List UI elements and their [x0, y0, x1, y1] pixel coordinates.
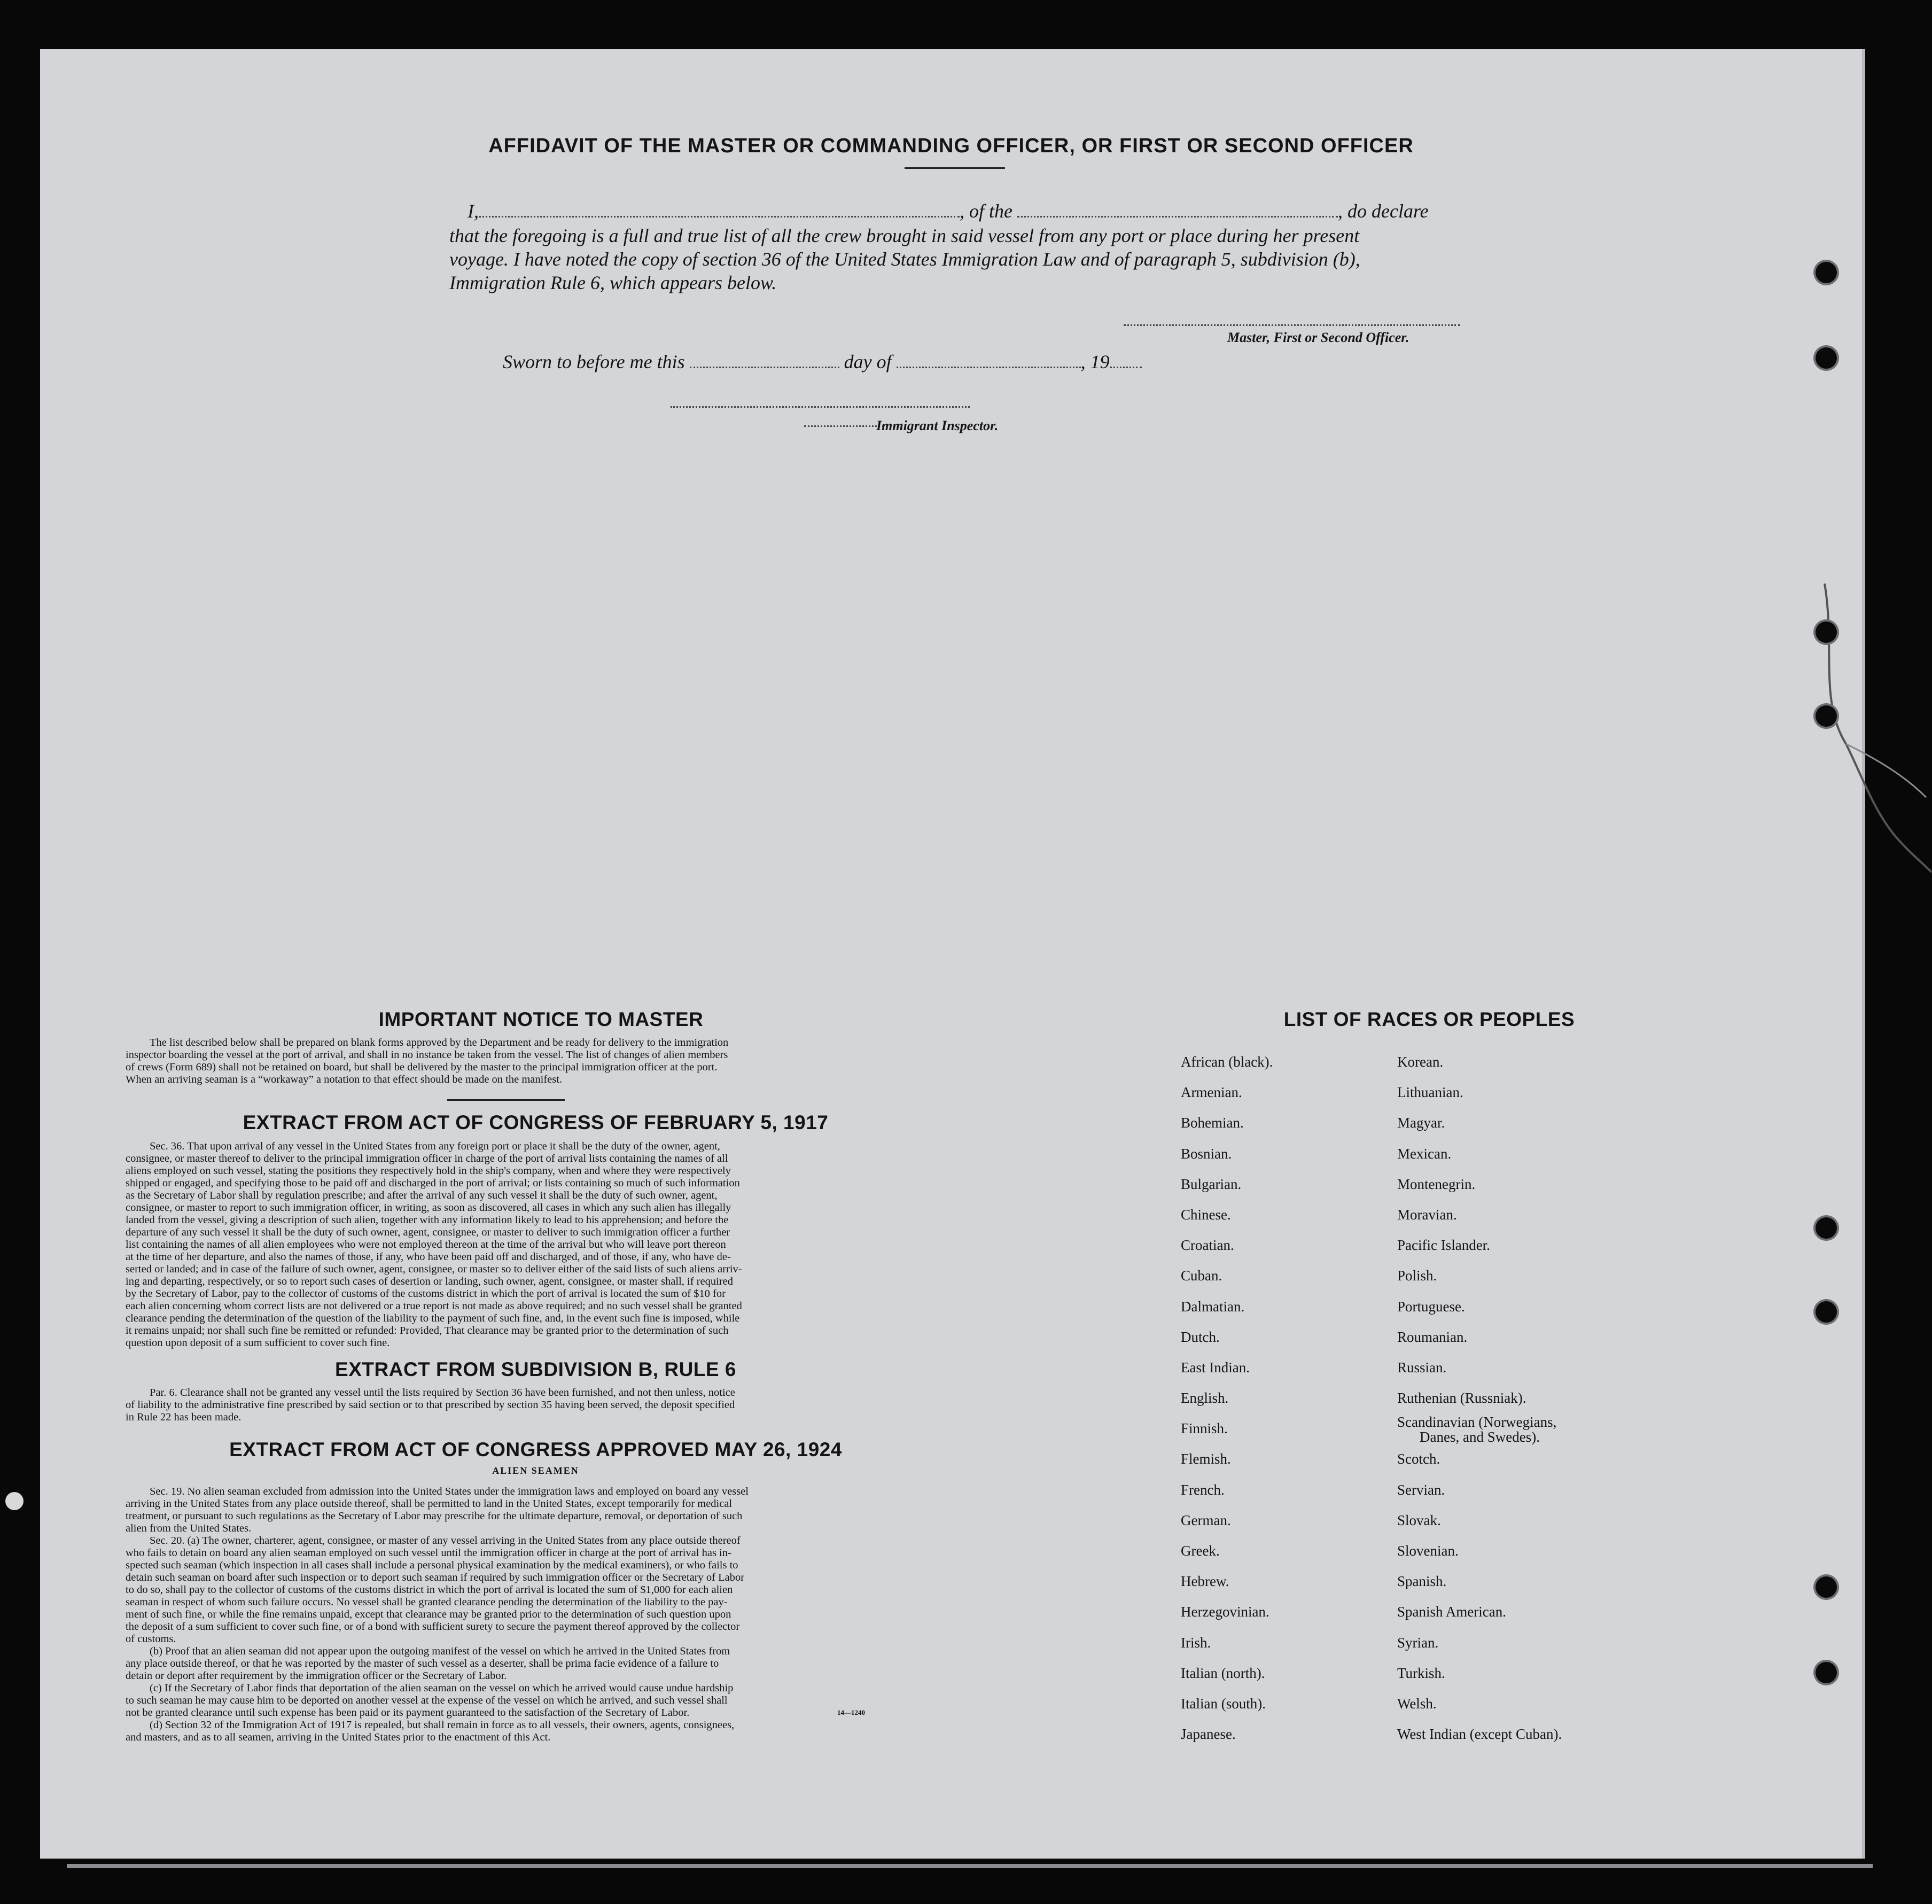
scan-artifact-dot — [5, 1492, 24, 1510]
notice-line: of crews (Form 689) shall not be retained on board, but shall be delivered by the master to the principal immigration officer at the port. — [126, 1061, 718, 1073]
extract-1924-subtitle: ALIEN SEAMEN — [492, 1465, 579, 1476]
extract-rule6-line: in Rule 22 has been made. — [126, 1411, 242, 1423]
extract-rule6-line: of liability to the administrative fine prescribed by said section or to that prescribed by section 35 having been served, the deposit specified — [126, 1399, 735, 1411]
extract-1924-line: seaman in respect of whom such failure occurs. No vessel shall be granted clearance pending the determination of the liability to the pay- — [126, 1596, 728, 1608]
affidavit-do-declare: , do declare — [1337, 200, 1429, 222]
affidavit-line-3: voyage. I have noted the copy of section 36 of the United States Immigration Law and of paragraph 5, subdivision (b), — [449, 248, 1360, 270]
race-item: Herzegovinian. — [1181, 1604, 1269, 1620]
extract-1917-line: consignee, or master thereof to deliver to the principal immigration officer in charge of the port of arrival lists containing the names of all — [126, 1153, 728, 1164]
extract-1924-line: treatment, or pursuant to such regulations as the Secretary of Labor may prescribe for the ultimate departure, removal, or deportation of such — [126, 1510, 743, 1522]
punch-hole — [1816, 621, 1837, 643]
race-item: Pacific Islander. — [1397, 1237, 1490, 1254]
race-item: West Indian (except Cuban). — [1397, 1726, 1562, 1743]
race-item: Welsh. — [1397, 1695, 1437, 1712]
document-page — [40, 49, 1865, 1859]
extract-1924-title: EXTRACT FROM ACT OF CONGRESS APPROVED MAY 26, 1924 — [229, 1439, 842, 1460]
race-item: English. — [1181, 1390, 1229, 1406]
race-item: Flemish. — [1181, 1451, 1231, 1467]
race-item: Chinese. — [1181, 1206, 1231, 1223]
extract-1924-line: arriving in the United States from any place outside thereof, shall be permitted to land in the United States, except temporarily for medical — [126, 1498, 733, 1510]
race-item: East Indian. — [1181, 1359, 1250, 1375]
punch-hole — [1816, 1301, 1837, 1323]
punch-hole — [1816, 705, 1837, 727]
race-item: Roumanian. — [1397, 1328, 1468, 1345]
extract-1924-line: Sec. 19. No alien seaman excluded from admission into the United States under the immigration laws and employed on board any vessel — [150, 1486, 749, 1497]
extract-1917-line: each alien concerning whom correct lists are not delivered or a true report is not made as above required; and no such vessel shall be granted — [126, 1300, 742, 1312]
race-item: African (black). — [1181, 1054, 1273, 1070]
extract-1917-line: shipped or engaged, and specifying those to be paid off and discharged in the port of arrival; or lists containing so much of such information — [126, 1177, 740, 1189]
race-item: Syrian. — [1397, 1634, 1439, 1651]
punch-hole — [1816, 1662, 1837, 1683]
inspector-caption: Immigrant Inspector. — [876, 418, 999, 433]
races-title: LIST OF RACES OR PEOPLES — [1283, 1008, 1575, 1030]
extract-1917-line: aliens employed on such vessel, stating the positions they respectively hold in the ship's company, when and where they were respectively — [126, 1165, 731, 1177]
day-of-label: day of — [844, 351, 892, 372]
extract-1924-line: any place outside thereof, or that he was reported by the master of such vessel as a deserter, shall be prima facie evidence of a failure to — [126, 1658, 719, 1669]
race-item: German. — [1181, 1512, 1231, 1528]
extract-1924-line: (b) Proof that an alien seaman did not appear upon the outgoing manifest of the vessel on which he arrived in the United States from — [150, 1645, 730, 1657]
extract-1917-title: EXTRACT FROM ACT OF CONGRESS OF FEBRUARY 5, 1917 — [243, 1112, 829, 1133]
race-item: Irish. — [1181, 1634, 1211, 1651]
race-item: Korean. — [1397, 1054, 1444, 1070]
extract-rule6-body — [126, 1387, 946, 1424]
name-blank[interactable] — [479, 216, 960, 217]
extract-1924-line: who fails to detain on board any alien seaman employed on such vessel until the immigration officer in charge at the port of arrival has in- — [126, 1547, 731, 1559]
extract-1917-line: landed from the vessel, giving a description of such alien, together with any information likely to lead to his apprehension; and before the — [126, 1214, 729, 1226]
notice-line: When an arriving seaman is a “workaway” a notation to that effect should be made on the manifest. — [126, 1074, 563, 1085]
extract-1917-line: it remains unpaid; nor shall such fine be remitted or refunded: Provided, That clearance may be granted prior to the determination of such — [126, 1325, 729, 1336]
year-prefix: , 19 — [1080, 351, 1110, 372]
title-divider — [905, 167, 1005, 169]
affidavit-i: I, — [468, 200, 479, 222]
extract-1917-line: Sec. 36. That upon arrival of any vessel in the United States from any foreign port or place it shall be the duty of the owner, agent, — [150, 1140, 720, 1152]
race-item: Croatian. — [1181, 1237, 1234, 1254]
race-item: Magyar. — [1397, 1115, 1445, 1131]
race-item-scandinavian — [1397, 1414, 1562, 1451]
race-item: Slovak. — [1397, 1512, 1441, 1528]
extract-1924-line: alien from the United States. — [126, 1522, 252, 1534]
extract-1924-line: Sec. 20. (a) The owner, charterer, agent, consignee, or master of any vessel arriving in the United States from any place outside thereof — [150, 1535, 741, 1546]
race-item: Greek. — [1181, 1543, 1220, 1559]
punch-hole — [1816, 262, 1837, 283]
race-item: Japanese. — [1181, 1726, 1236, 1743]
extract-1917-line: list containing the names of all alien employees who were not employed thereon at the time of the arrival but who will leave port thereon — [126, 1239, 726, 1250]
extract-1924-line: (c) If the Secretary of Labor finds that deportation of the alien seaman on the vessel on which he arrived would cause undue hardship — [150, 1682, 734, 1694]
extract-1924-line: to such seaman he may cause him to be deported on another vessel at the expense of the vessel on which he arrived, and such vessel shall — [126, 1695, 728, 1706]
race-item: French. — [1181, 1481, 1225, 1498]
extract-1917-line: consignee, or master to report to such immigration officer, in writing, as soon as discovered, all cases in which any such alien has illegally — [126, 1202, 731, 1214]
extract-1917-line: ing and departing, respectively, or so to report such cases of desertion or landing, such owner, agent, consignee, or master shall, if required — [126, 1276, 733, 1287]
extract-1924-line: detain or deport after requirement by the immigration officer or the Secretary of Labor. — [126, 1670, 507, 1682]
extract-1917-line: at the time of her departure, and also the names of those, if any, who have been paid off and discharged, and of those, if any, who have de- — [126, 1251, 731, 1263]
extract-rule6-title: EXTRACT FROM SUBDIVISION B, RULE 6 — [335, 1358, 736, 1380]
race-item: Scandinavian (Norwegians, — [1397, 1414, 1557, 1431]
extract-1924-line: to do so, shall pay to the collector of customs of the customs district in which the port of arrival is located the sum of $1,000 for each alien — [126, 1584, 733, 1596]
affidavit-line-4: Immigration Rule 6, which appears below. — [449, 272, 777, 293]
master-caption: Master, First or Second Officer. — [1227, 330, 1409, 345]
extract-1924-body — [126, 1486, 946, 1744]
races-left-column — [1181, 1054, 1273, 1757]
punch-hole — [1816, 1217, 1837, 1239]
race-item: Portuguese. — [1397, 1298, 1465, 1315]
inspector-signature-line[interactable] — [671, 406, 970, 408]
race-item: Polish. — [1397, 1268, 1437, 1284]
race-item: Ruthenian (Russniak). — [1397, 1390, 1526, 1406]
race-item: Spanish. — [1397, 1573, 1447, 1590]
extract-1917-body — [126, 1140, 946, 1349]
race-item: Moravian. — [1397, 1206, 1457, 1223]
race-item: Mexican. — [1397, 1145, 1452, 1162]
inspector-lead-dots — [804, 425, 884, 427]
master-signature-line[interactable] — [1124, 324, 1460, 326]
race-item: Turkish. — [1397, 1665, 1445, 1681]
notice-line: The list described below shall be prepared on blank forms approved by the Department and be ready for delivery to the immigration — [150, 1037, 729, 1048]
extract-1924-line: detain such seaman on board after such inspection or to deport such seaman if required by such immigration officer or the Secretary of Labor — [126, 1572, 745, 1583]
sworn-day-blank[interactable] — [690, 367, 839, 368]
race-item: Armenian. — [1181, 1084, 1242, 1101]
race-item: Lithuanian. — [1397, 1084, 1463, 1101]
affidavit-of-the: , of the — [960, 200, 1012, 222]
notice-title: IMPORTANT NOTICE TO MASTER — [378, 1008, 704, 1030]
punch-hole — [1816, 1576, 1837, 1598]
race-item: Montenegrin. — [1397, 1176, 1476, 1192]
extract-1924-line: and masters, and as to all seamen, arriving in the United States prior to the enactment of this Act. — [126, 1731, 551, 1743]
race-item: Scotch. — [1397, 1451, 1440, 1467]
race-item: Dutch. — [1181, 1328, 1220, 1345]
race-item: Slovenian. — [1397, 1543, 1459, 1559]
notice-divider — [447, 1099, 565, 1101]
race-item: Bosnian. — [1181, 1145, 1232, 1162]
extract-1917-line: by the Secretary of Labor, pay to the collector of customs of the customs district in which the port of arrival is located the sum of $10 for — [126, 1288, 726, 1300]
sworn-line — [503, 351, 1142, 373]
form-number: 14—1240 — [837, 1708, 865, 1716]
extract-1924-line: ment of such fine, or while the fine remains unpaid, except that clearance may be granted prior to the determination of such question upon — [126, 1608, 731, 1620]
race-item: Russian. — [1397, 1359, 1447, 1375]
race-item: Hebrew. — [1181, 1573, 1229, 1590]
race-item: Bohemian. — [1181, 1115, 1244, 1131]
extract-1924-line: spected such seaman (which inspection in all cases shall include a personal physical examination by the medical examiners), or who fails to — [126, 1559, 738, 1571]
affidavit-title: AFFIDAVIT OF THE MASTER OR COMMANDING OFFICER, OR FIRST OR SECOND OFFICER — [488, 135, 1414, 157]
vessel-blank[interactable] — [1017, 216, 1338, 217]
extract-1924-line: the deposit of a sum sufficient to cover such fine, or of a bond with sufficient surety to secure the payment thereof approved by the collector — [126, 1621, 740, 1633]
affidavit-line-1 — [468, 200, 1499, 222]
extract-1917-line: question upon deposit of a sum sufficient to cover such fine. — [126, 1337, 390, 1349]
page-bottom-edge — [67, 1864, 1873, 1868]
sworn-month-blank[interactable] — [897, 367, 1081, 368]
races-right-column — [1397, 1054, 1562, 1757]
race-item: Dalmatian. — [1181, 1298, 1245, 1315]
race-item: Finnish. — [1181, 1420, 1228, 1437]
race-item: Servian. — [1397, 1481, 1445, 1498]
race-item: Spanish American. — [1397, 1604, 1506, 1620]
extract-1924-line: not be granted clearance until such expense has been paid or its payment guaranteed to the satisfaction of the Secretary of Labor. — [126, 1707, 690, 1719]
extract-1924-line: (d) Section 32 of the Immigration Act of 1917 is repealed, but shall remain in force as to all vessels, their owners, agents, consignees, — [150, 1719, 735, 1731]
punch-hole — [1816, 347, 1837, 369]
sworn-label: Sworn to before me this — [503, 351, 685, 372]
extract-1917-line: clearance pending the determination of the question of the liability to the payment of such fine, and, in the event such fine is imposed, while — [126, 1312, 740, 1324]
race-item: Italian (south). — [1181, 1695, 1266, 1712]
race-item: Bulgarian. — [1181, 1176, 1242, 1192]
affidavit-line-2: that the foregoing is a full and true list of all the crew brought in said vessel from any port or place during her present — [449, 225, 1360, 246]
extract-rule6-line: Par. 6. Clearance shall not be granted any vessel until the lists required by Section 36 have been furnished, and not then unless, notice — [150, 1387, 735, 1398]
extract-1924-line: of customs. — [126, 1633, 176, 1645]
extract-1917-line: as the Secretary of Labor shall by regulation prescribe; and after the arrival of any such vessel it shall be the duty of such owner, agent, — [126, 1190, 718, 1201]
race-item: Cuban. — [1181, 1268, 1222, 1284]
extract-1917-line: serted or landed; and in case of the failure of such owner, agent, consignee, or master so to deliver either of the said lists of such aliens arriv- — [126, 1263, 742, 1275]
notice-line: inspector boarding the vessel at the port of arrival, and shall in no instance be taken from the vessel. The list of changes of alien members — [126, 1049, 728, 1061]
extract-1917-line: departure of any such vessel it shall be the duty of such owner, agent, consignee, or master to deliver to such immigration officer a further — [126, 1226, 730, 1238]
sworn-year-blank[interactable] — [1110, 367, 1142, 368]
notice-body — [126, 1037, 946, 1086]
race-item: Italian (north). — [1181, 1665, 1265, 1681]
race-item-continued: Danes, and Swedes). — [1420, 1429, 1540, 1446]
